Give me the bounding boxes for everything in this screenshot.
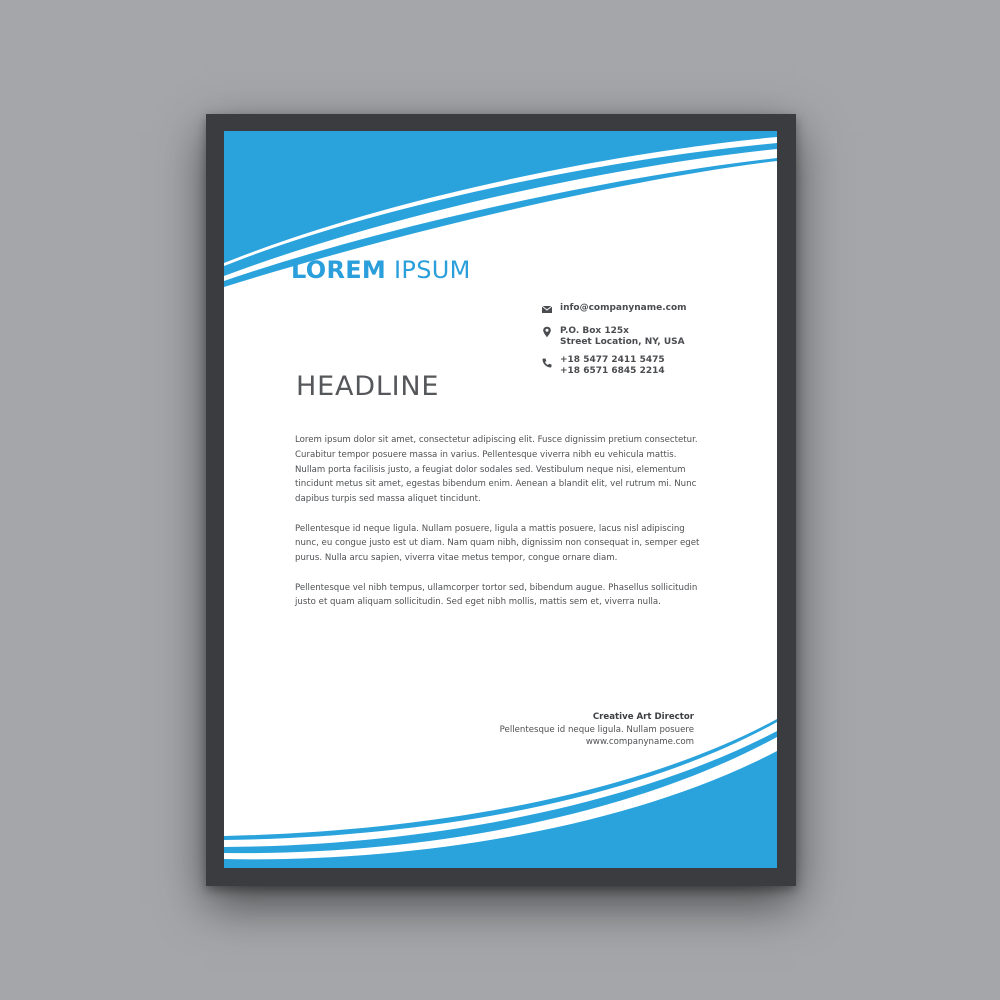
contact-block [539,303,764,377]
contact-address-line2: Street Location, NY, USA [560,337,685,347]
page-headline: HEADLINE [296,371,440,402]
contact-email-row [539,303,764,314]
body-paragraph-2: Pellentesque id neque ligula. Nullam posuere, ligula a mattis posuere, lacus nisl adipiscing nunc, eu congue justo est ut diam. Nam quam nibh, dignissim non consequat in, semper eget purus. Nulla arcu sapien, viverra vitae metus tempor, congue ornare diam. [295,523,700,564]
contact-email: info@companyname.com [560,303,687,313]
contact-address-line1: P.O. Box 125x [560,326,629,336]
signature-block [394,711,694,749]
map-pin-icon [541,326,553,338]
phone-icon [541,357,553,369]
body-paragraph-1: Lorem ipsum dolor sit amet, consectetur adipiscing elit. Fusce dignissim pretium consectetur. Curabitur tempor posuere massa in varius. Pellentesque viverra nibh eu vehicula mattis. Nullam porta facilisis justo, a feugiat dolor sodales sed. Vestibulum neque nisi, elementum tincidunt metus sit amet, egestas bibendum enim. Aenean a blandit elit, vel rutrum mi. Nunc dapibus turpis sed massa aliquet tincidunt. [295,435,698,505]
contact-phone2: +18 6571 6845 2214 [560,366,665,376]
brand-logo [291,256,471,284]
poster-frame [206,114,796,886]
body-paragraph-3: Pellentesque vel nibh tempus, ullamcorper tortor sed, bibendum augue. Phasellus sollicitudin justo et quam aliquam sollicitudin. Sed eget nibh mollis, mattis sem et, viverra nulla. [295,582,698,608]
signature-website: www.companyname.com [585,737,694,747]
contact-phone1: +18 5477 2411 5475 [560,355,665,365]
contact-phone-row [539,355,764,377]
signature-line: Pellentesque id neque ligula. Nullam posuere [499,724,694,735]
letterhead-page [224,131,777,868]
envelope-icon [541,303,553,315]
brand-light: IPSUM [394,256,471,284]
contact-address-row [539,326,764,348]
brand-bold: LOREM [291,256,387,284]
body-text [295,433,705,625]
signature-title: Creative Art Director [592,712,694,722]
